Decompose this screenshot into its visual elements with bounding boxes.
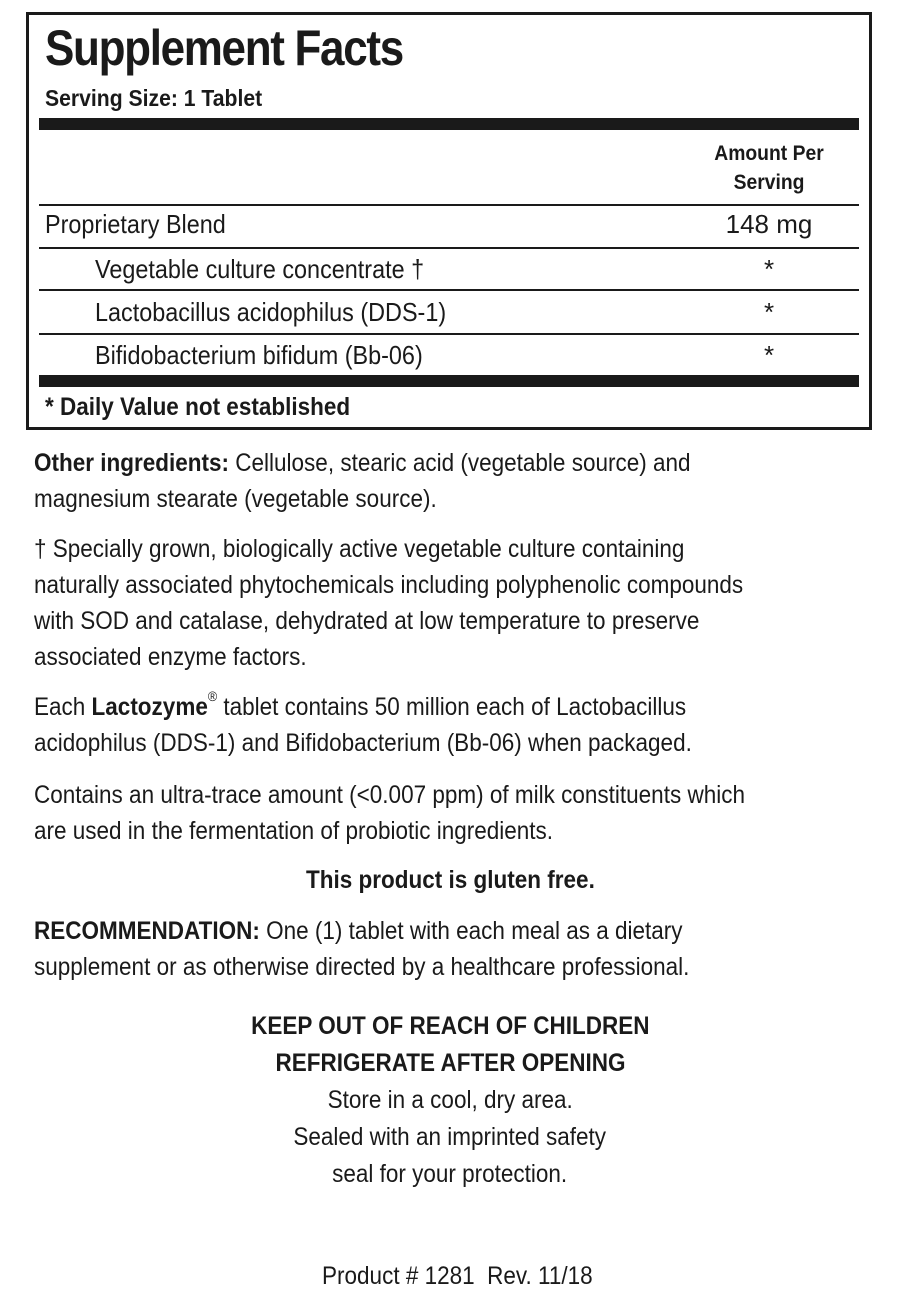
amount-header-line2: Serving — [733, 171, 805, 194]
storage-line — [0, 1160, 900, 1189]
ingredient-amount-lactobacillus: * — [763, 297, 775, 327]
lactozyme-note — [34, 689, 862, 761]
ingredient-name-lactobacillus: Lactobacillus acidophilus (DDS-1) — [95, 297, 447, 327]
storage-line — [0, 1086, 900, 1115]
divider-thick-bottom — [39, 375, 859, 387]
other-ingredients-line1: Cellulose, stearic acid (vegetable source) and — [229, 449, 691, 477]
warning-refrigerate-text: REFRIGERATE AFTER OPENING — [274, 1049, 626, 1077]
recommendation — [34, 913, 862, 985]
facts-title: Supplement Facts — [45, 20, 403, 76]
dagger-line2: naturally associated phytochemicals including polyphenolic compounds — [34, 571, 744, 599]
divider-row — [39, 333, 859, 335]
other-ingredients-line2: magnesium stearate (vegetable source). — [34, 485, 437, 513]
registered-mark: ® — [207, 688, 218, 704]
gluten-free-statement — [0, 866, 900, 895]
recommendation-line1: One (1) tablet with each meal as a dietary — [259, 917, 683, 945]
other-ingredients — [34, 445, 862, 517]
ingredient-name-bifidobacterium: Bifidobacterium bifidum (Bb-06) — [95, 340, 423, 370]
storage-line3: seal for your protection. — [332, 1160, 568, 1188]
dagger-line1: † Specially grown, biologically active vegetable culture containing — [34, 535, 685, 563]
divider-header — [39, 204, 859, 206]
milk-line1: Contains an ultra-trace amount (<0.007 ppm) of milk constituents which — [34, 781, 745, 809]
divider-thick-top — [39, 118, 859, 130]
milk-line2: are used in the fermentation of probiotic ingredients. — [34, 817, 554, 845]
lactozyme-line2: acidophilus (DDS-1) and Bifidobacterium (Bb-06) when packaged. — [34, 729, 692, 757]
other-ingredients-label: Other ingredients: — [34, 449, 230, 477]
gluten-free-text: This product is gluten free. — [305, 866, 595, 894]
ingredient-amount-proprietary-blend: 148 mg — [725, 209, 813, 239]
ingredient-amount-vegetable-culture: * — [763, 254, 775, 284]
recommendation-label: RECOMMENDATION: — [34, 917, 260, 945]
amount-header-line1: Amount Per — [714, 142, 824, 165]
recommendation-line2: supplement or as otherwise directed by a healthcare professional. — [34, 953, 690, 981]
dagger-footnote — [34, 531, 862, 675]
dagger-line3: with SOD and catalase, dehydrated at low temperature to preserve — [34, 607, 700, 635]
storage-line2: Sealed with an imprinted safety — [293, 1123, 607, 1151]
dagger-line4: associated enzyme factors. — [34, 643, 307, 671]
product-code — [0, 1233, 900, 1291]
divider-row — [39, 289, 859, 291]
daily-value-note: * Daily Value not established — [45, 393, 351, 421]
divider-row — [39, 247, 859, 249]
product-code-text: Product # 1281 Rev. 11/18 — [321, 1262, 593, 1290]
supplement-facts-panel — [26, 12, 872, 430]
milk-note — [34, 777, 862, 849]
storage-line1: Store in a cool, dry area. — [327, 1086, 573, 1114]
warning-refrigerate — [0, 1049, 900, 1078]
lactozyme-brand: Lactozyme — [91, 693, 208, 721]
lactozyme-prefix: Each — [34, 693, 92, 721]
serving-size: Serving Size: 1 Tablet — [45, 85, 263, 111]
warning-children-text: KEEP OUT OF REACH OF CHILDREN — [250, 1012, 650, 1040]
amount-per-serving-header — [691, 139, 847, 197]
ingredient-amount-bifidobacterium: * — [763, 340, 775, 370]
ingredient-name-proprietary-blend: Proprietary Blend — [45, 209, 226, 239]
storage-line — [0, 1123, 900, 1152]
warning-children — [0, 1012, 900, 1041]
ingredient-name-vegetable-culture: Vegetable culture concentrate † — [95, 254, 425, 284]
lactozyme-line1-rest: tablet contains 50 million each of Lactobacillus — [217, 693, 687, 721]
